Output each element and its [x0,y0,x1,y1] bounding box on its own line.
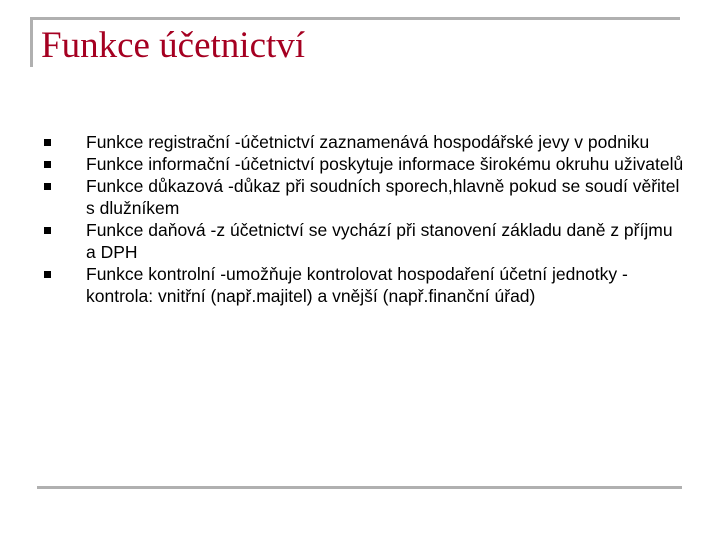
frame-top-line [30,17,680,20]
square-bullet-icon [44,161,51,168]
bullet-text: Funkce důkazová -důkaz při soudních sporech,hlavně pokud se soudí věřitel s dlužníkem [86,176,680,218]
bullet-item [0,219,686,263]
bullet-text: Funkce daňová -z účetnictví se vychází při stanovení základu daně z příjmu a DPH [86,220,673,262]
bullet-text: Funkce registrační -účetnictví zaznamenává hospodářské jevy v podniku [86,132,650,152]
bullet-list [0,131,720,307]
frame-bottom-line [37,486,682,489]
bullet-item [0,263,686,307]
bullet-text: Funkce kontrolní -umožňuje kontrolovat hospodaření účetní jednotky -kontrola: vnitřní (např.majitel) a vnější (např.finanční úřad) [86,264,628,306]
square-bullet-icon [44,271,51,278]
square-bullet-icon [44,139,51,146]
bullet-text: Funkce informační -účetnictví poskytuje informace širokému okruhu uživatelů [86,154,684,174]
square-bullet-icon [44,227,51,234]
slide-title: Funkce účetnictví [41,25,306,66]
bullet-item [0,131,686,153]
square-bullet-icon [44,183,51,190]
bullet-item [0,175,686,219]
frame-left-line [30,17,33,67]
bullet-item [0,153,686,175]
